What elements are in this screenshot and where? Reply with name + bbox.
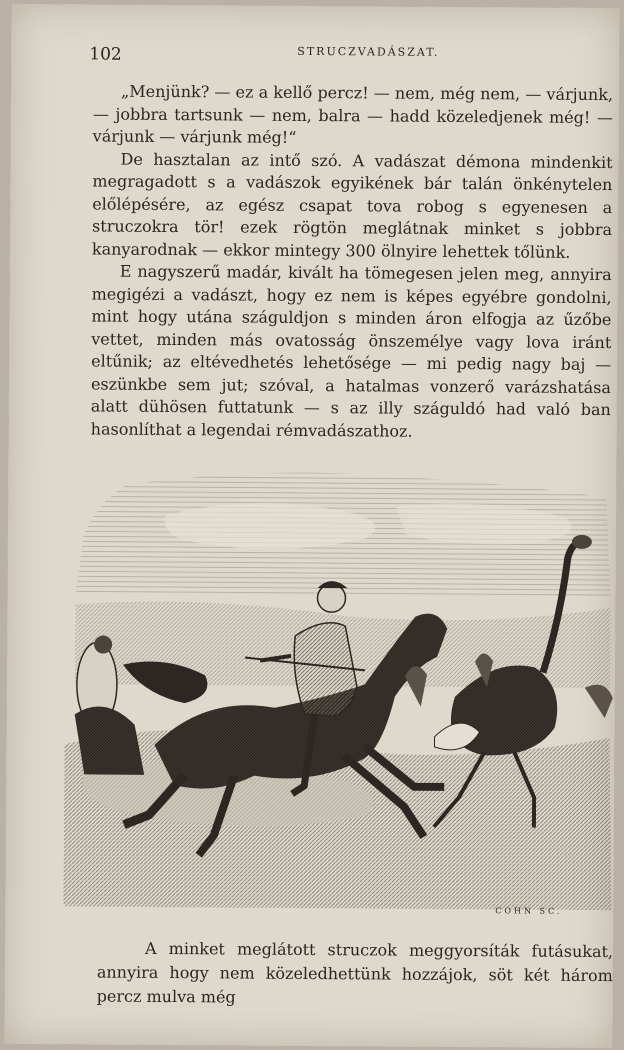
body-text xyxy=(91,80,614,444)
paragraph-2: De hasztalan az intő szó. A vadászat démona mindenkit megragadott s a vadászok egyikének bár talán önkénytelen előlépésére, az egész csapat tova robog s egyenesen a struczokra tör! ezek rögtön meglátnak minket s jobbra kanyarodnak — ekkor mintegy 300 ölnyire lehettek tőlünk. xyxy=(91,149,613,262)
running-title: STRUCZVADÁSZAT. xyxy=(297,44,440,59)
caption-paragraph: A minket meglátott struczok meggyorsíták futásukat, annyira hogy nem közeledhettünk hozzájok, söt két három percz mulva még xyxy=(96,938,614,1007)
page-header xyxy=(83,34,603,66)
engraving-illustration xyxy=(63,444,624,914)
paragraph-3: E nagyszerű madár, kivált ha tömegesen jelen meg, annyira megigézi a vadászt, hogy ez nem is képes egyébre gondolni, mint hogy utána száguldjon s minden áron elfogja az űzőbe vettet, minden más ovatosság önszemélye vagy lova iránt eltűnik; az eltévedhetés lehetősége — mi pedig nagy baj — eszünkbe sem jut; szóval, a hatalmas vonzerő varázshatása alatt dühösen futtatunk — s az illy száguldó had való ban hasonlíthat a legendai rémvadászathoz. xyxy=(90,261,612,441)
engraver-signature: COHN SC. xyxy=(495,906,563,916)
left-horse xyxy=(74,706,144,774)
paragraph-1: „Menjünk? — ez a kellő percz! — nem, még nem, — várjunk, — jobbra tartsunk — nem, balra — hadd közeledjenek még! — várjunk — várjunk még!“ xyxy=(92,81,614,147)
continuation-text xyxy=(97,937,613,1013)
page-number: 102 xyxy=(89,44,122,65)
ostrich-head xyxy=(572,535,592,549)
book-page xyxy=(4,4,619,1048)
ostrich-hunt-engraving xyxy=(63,444,624,914)
